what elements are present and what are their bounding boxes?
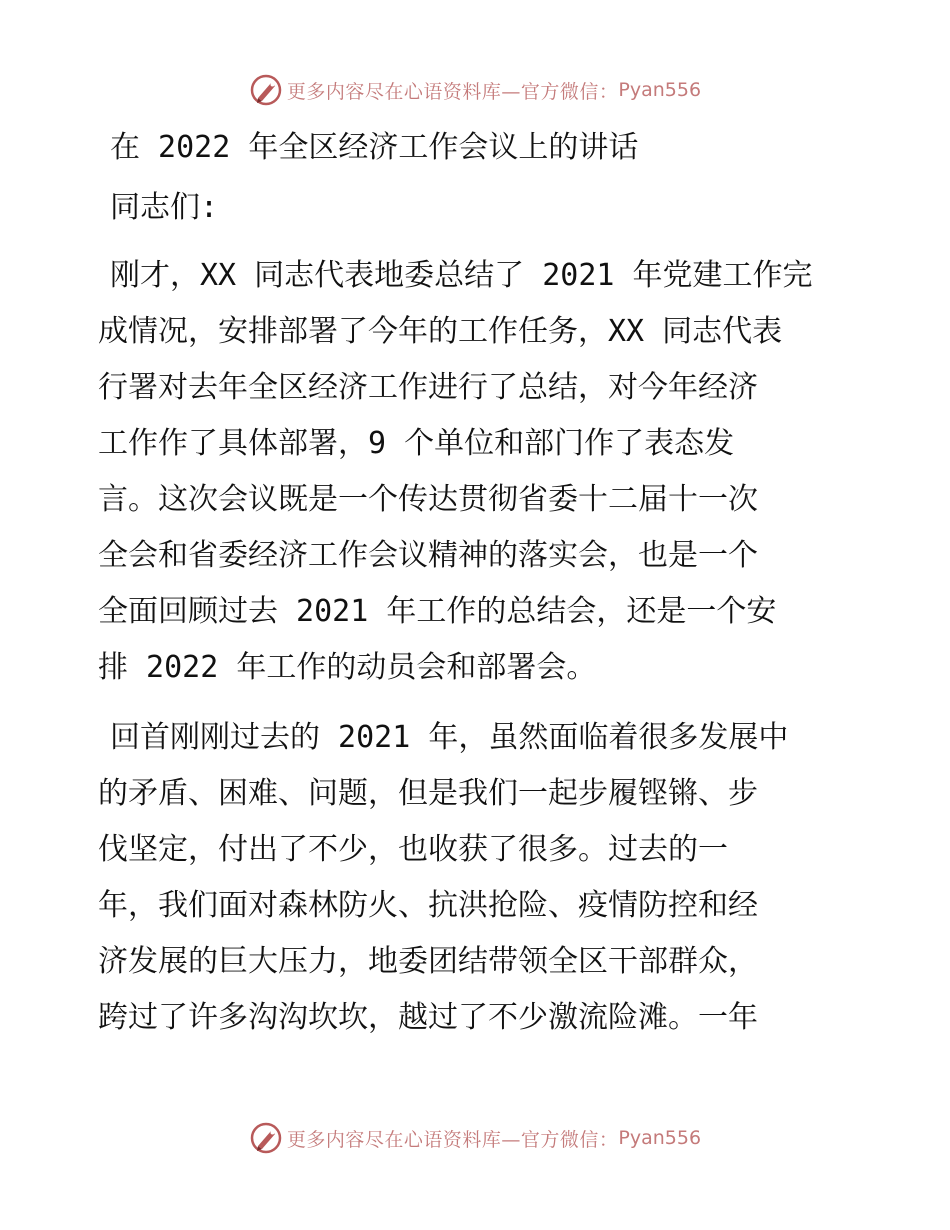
banner-text: 更多内容尽在心语资料库—官方微信： bbox=[286, 80, 619, 103]
footer-watermark-banner bbox=[0, 1118, 950, 1158]
banner-handle: Pyan556 bbox=[618, 79, 702, 101]
paragraph-line: 伐坚定，付出了不少，也收获了很多。过去的一 bbox=[98, 832, 728, 867]
paragraph-line: 回首刚刚过去的 2021 年，虽然面临着很多发展中 bbox=[110, 720, 789, 755]
banner-text: 更多内容尽在心语资料库—官方微信： bbox=[286, 1128, 619, 1151]
banner-handle: Pyan556 bbox=[618, 1127, 702, 1149]
paragraph-1 bbox=[98, 248, 858, 696]
paragraph-line: 跨过了许多沟沟坎坎，越过了不少激流险滩。一年 bbox=[98, 1000, 758, 1035]
paragraph-line: 济发展的巨大压力，地委团结带领全区干部群众， bbox=[98, 944, 758, 979]
document-title: 在 2022 年全区经济工作会议上的讲话 bbox=[110, 130, 639, 165]
paragraph-line: 刚才，XX 同志代表地委总结了 2021 年党建工作完 bbox=[110, 258, 813, 293]
header-watermark-banner bbox=[0, 70, 950, 110]
pen-logo-icon bbox=[249, 73, 283, 107]
paragraph-line: 工作作了具体部署，9 个单位和部门作了表态发 bbox=[98, 426, 735, 461]
paragraph-line: 的矛盾、困难、问题，但是我们一起步履铿锵、步 bbox=[98, 776, 758, 811]
paragraph-line: 排 2022 年工作的动员会和部署会。 bbox=[98, 650, 597, 685]
paragraph-2 bbox=[98, 710, 858, 1046]
paragraph-line: 言。这次会议既是一个传达贯彻省委十二届十一次 bbox=[98, 482, 758, 517]
paragraph-line: 年，我们面对森林防火、抗洪抢险、疫情防控和经 bbox=[98, 888, 758, 923]
paragraph-line: 全面回顾过去 2021 年工作的总结会，还是一个安 bbox=[98, 594, 777, 629]
salutation: 同志们: bbox=[110, 190, 219, 225]
paragraph-line: 成情况，安排部署了今年的工作任务，XX 同志代表 bbox=[98, 314, 783, 349]
paragraph-line: 全会和省委经济工作会议精神的落实会，也是一个 bbox=[98, 538, 758, 573]
paragraph-line: 行署对去年全区经济工作进行了总结，对今年经济 bbox=[98, 370, 758, 405]
document-body bbox=[98, 120, 858, 1060]
pen-logo-icon bbox=[249, 1121, 283, 1155]
